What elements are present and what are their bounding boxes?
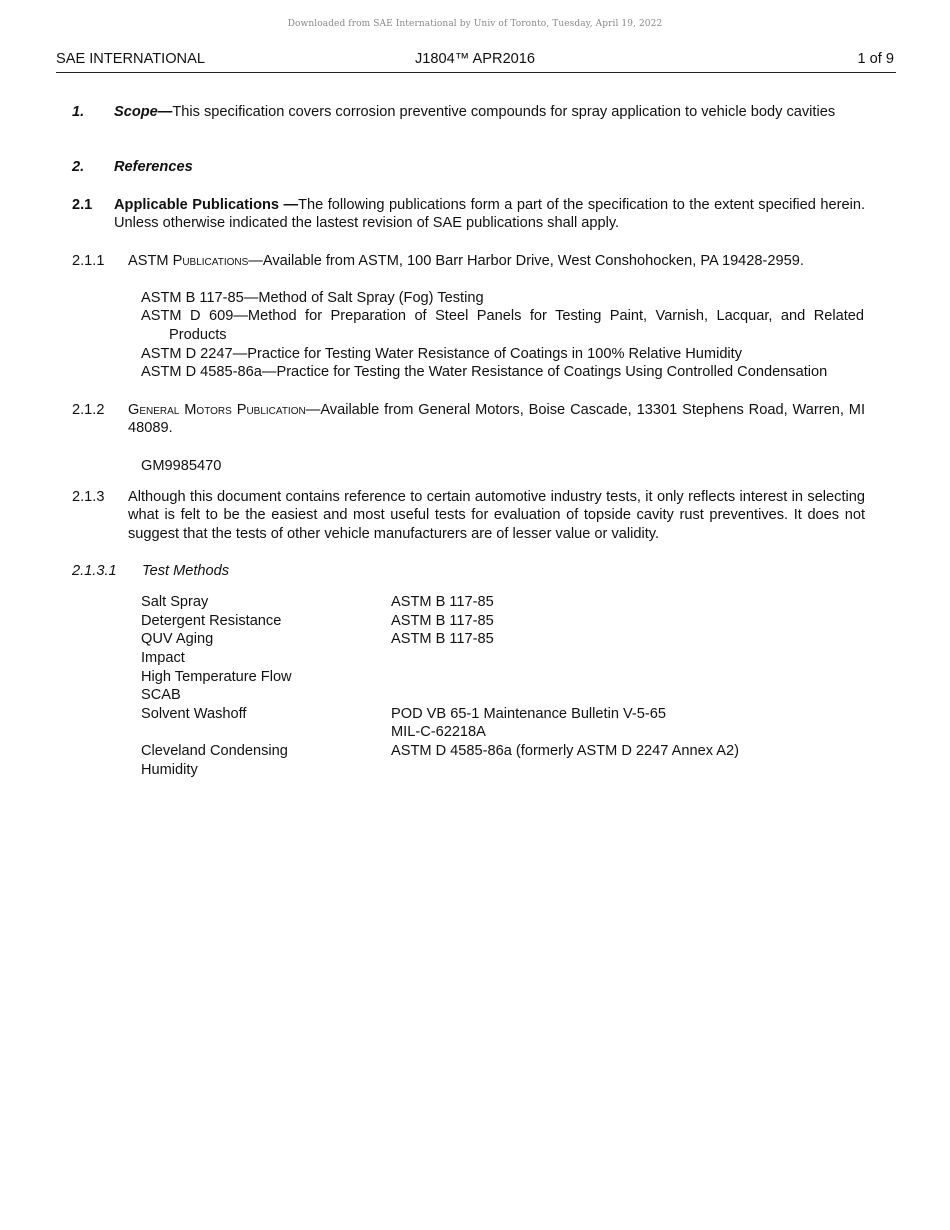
section-2-1-2-paragraph (128, 401, 865, 438)
section-1-scope (114, 103, 838, 121)
section-2-1-1-label-a: ASTM P (128, 253, 183, 269)
section-2-1-1-label-b: ublications (182, 253, 249, 269)
astm-ref-item: ASTM D 2247—Practice for Testing Water Resistance of Coatings in 100% Relative Humidity (141, 346, 743, 362)
gm-ref-item: GM9985470 (141, 458, 222, 474)
section-2-1-1-number: 2.1.1 (72, 253, 105, 269)
table-cell-test: QUV Aging (141, 631, 214, 647)
section-2-1-3-1-number: 2.1.3.1 (72, 563, 117, 579)
table-cell-method: ASTM B 117-85 (391, 631, 494, 647)
header-rule (56, 72, 896, 73)
section-2-1-title: Applicable Publications — (114, 197, 299, 213)
astm-ref-item-continued: Products (169, 327, 227, 343)
section-1-body: This specification covers corrosion preventive compounds for spray application to vehicle body cavities (172, 104, 836, 120)
download-notice: Downloaded from SAE International by Univ of Toronto, Tuesday, April 19, 2022 (287, 19, 663, 29)
section-2-1-1-paragraph (128, 252, 868, 270)
header-org: SAE INTERNATIONAL (56, 51, 205, 67)
section-2-number: 2. (72, 159, 85, 175)
table-cell-method: ASTM B 117-85 (391, 613, 494, 629)
table-cell-test: SCAB (141, 687, 181, 703)
table-cell-test: Solvent Washoff (141, 706, 247, 722)
astm-ref-item: ASTM D 4585-86a—Practice for Testing the Water Resistance of Coatings Using Controlled Condensation (141, 364, 828, 380)
section-2-1-2-number: 2.1.2 (72, 402, 105, 418)
section-2-1-1-body: —Available from ASTM, 100 Barr Harbor Drive, West Conshohocken, PA 19428-2959. (248, 253, 804, 269)
section-1-title: Scope— (114, 104, 173, 120)
section-2-1-3-paragraph: Although this document contains reference to certain automotive industry tests, it only reflects interest in selecting what is felt to be the easiest and most useful tests for evaluation of topside cavity rust preventives. It does not suggest that the tests of other vehicle manufacturers are of lesser value or validity. (128, 489, 865, 542)
table-cell-test: Impact (141, 650, 185, 666)
section-2-1-2-body: —Available from General Motors, Boise Cascade, 13301 Stephens Road, Warren, MI 48089. (128, 402, 865, 437)
table-cell-test: Cleveland Condensing (141, 743, 288, 759)
section-2-1-body: The following publications form a part of the specification to the extent specified herein. Unless otherwise indicated the lastest revision of SAE publications shall apply. (114, 197, 866, 232)
section-2-1-number: 2.1 (72, 197, 93, 213)
section-2-1-3-number: 2.1.3 (72, 489, 105, 505)
table-cell-method: POD VB 65-1 Maintenance Bulletin V-5-65 (391, 706, 667, 722)
astm-ref-item: ASTM B 117-85—Method of Salt Spray (Fog) Testing (141, 290, 484, 306)
table-cell-test: Salt Spray (141, 594, 209, 610)
section-2-1-2-label: General Motors Publication (128, 402, 306, 418)
table-cell-method: MIL-C-62218A (391, 724, 486, 740)
section-2-1-paragraph (114, 196, 865, 233)
header-page-number: 1 of 9 (857, 51, 894, 67)
header-doc-id: J1804™ APR2016 (414, 51, 536, 67)
astm-ref-item: ASTM D 609—Method for Preparation of Steel Panels for Testing Paint, Varnish, Lacquar, and Related (141, 308, 864, 324)
table-cell-test: Humidity (141, 762, 198, 778)
table-cell-method: ASTM D 4585-86a (formerly ASTM D 2247 Annex A2) (391, 743, 739, 759)
table-cell-test: High Temperature Flow (141, 669, 292, 685)
table-cell-test: Detergent Resistance (141, 613, 282, 629)
table-cell-method: ASTM B 117-85 (391, 594, 494, 610)
section-2-title: References (114, 159, 193, 175)
section-2-1-3-1-title: Test Methods (142, 563, 230, 579)
section-1-number: 1. (72, 104, 85, 120)
test-methods-table (0, 593, 950, 783)
